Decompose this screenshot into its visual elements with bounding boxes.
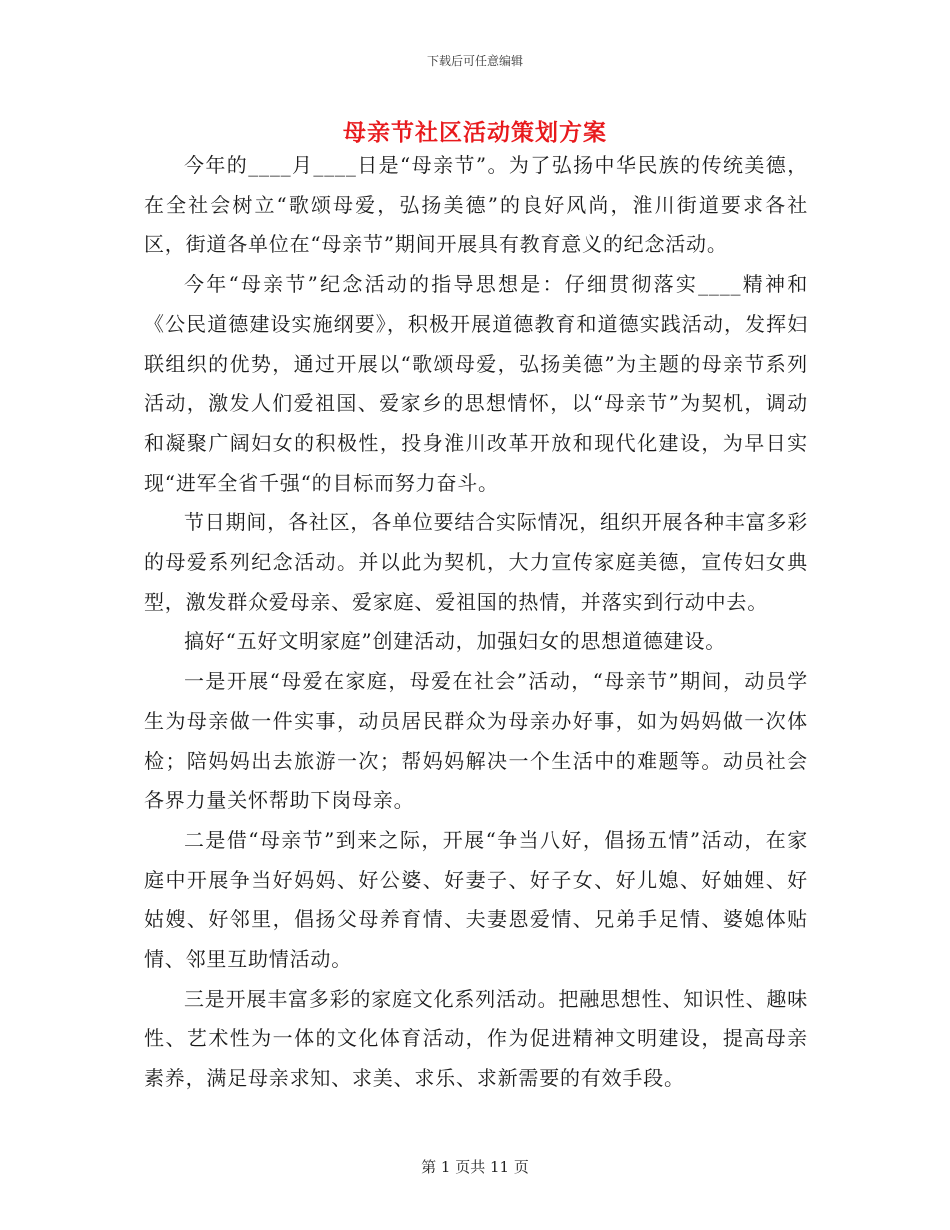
paragraph: 今年的____月____日是“母亲节”。为了弘扬中华民族的传统美德，在全社会树立“歌颂母爱，弘扬美德”的良好风尚，淮川街道要求各社区，街道各单位在“母亲节”期间开展具有教育意义的纪念活动。	[144, 153, 808, 257]
paragraph: 今年“母亲节”纪念活动的指导思想是：仔细贯彻落实____精神和《公民道德建设实施纲要》，积极开展道德教育和道德实践活动，发挥妇联组织的优势，通过开展以“歌颂母爱，弘扬美德”为主题的母亲节系列活动，激发人们爱祖国、爱家乡的思想情怀，以“母亲节”为契机，调动和凝聚广阔妇女的积极性，投身淮川改革开放和现代化建设，为早日实现“进军全省千强“的目标而努力奋斗。	[144, 272, 808, 495]
paragraph: 三是开展丰富多彩的家庭文化系列活动。把融思想性、知识性、趣味性、艺术性为一体的文化体育活动，作为促进精神文明建设，提高母亲素养，满足母亲求知、求美、求乐、求新需要的有效手段。	[144, 986, 808, 1091]
paragraph: 节日期间，各社区，各单位要结合实际情况，组织开展各种丰富多彩的母爱系列纪念活动。并以此为契机，大力宣传家庭美德，宣传妇女典型，激发群众爱母亲、爱家庭、爱祖国的热情，并落实到行动中去。	[144, 510, 808, 614]
page-header-note: 下载后可任意编辑	[426, 54, 523, 68]
paragraph: 二是借“母亲节”到来之际，开展“争当八好，倡扬五情”活动，在家庭中开展争当好妈妈、好公婆、好妻子、好子女、好儿媳、好妯娌、好姑嫂、好邻里，倡扬父母养育情、夫妻恩爱情、兄弟手足情、婆媳体贴情、邻里互助情活动。	[144, 827, 808, 972]
document-body	[144, 146, 808, 1099]
paragraph: 一是开展“母爱在家庭，母爱在社会”活动，“母亲节”期间，动员学生为母亲做一件实事，动员居民群众为母亲办好事，如为妈妈做一次体检；陪妈妈出去旅游一次；帮妈妈解决一个生活中的难题等。动员社会各界力量关怀帮助下岗母亲。	[144, 669, 808, 813]
document-title: 母亲节社区活动策划方案	[343, 119, 607, 146]
paragraph: 搞好“五好文明家庭”创建活动，加强妇女的思想道德建设。	[184, 629, 727, 654]
page-footer: 第 1 页共 11 页	[421, 1158, 529, 1176]
